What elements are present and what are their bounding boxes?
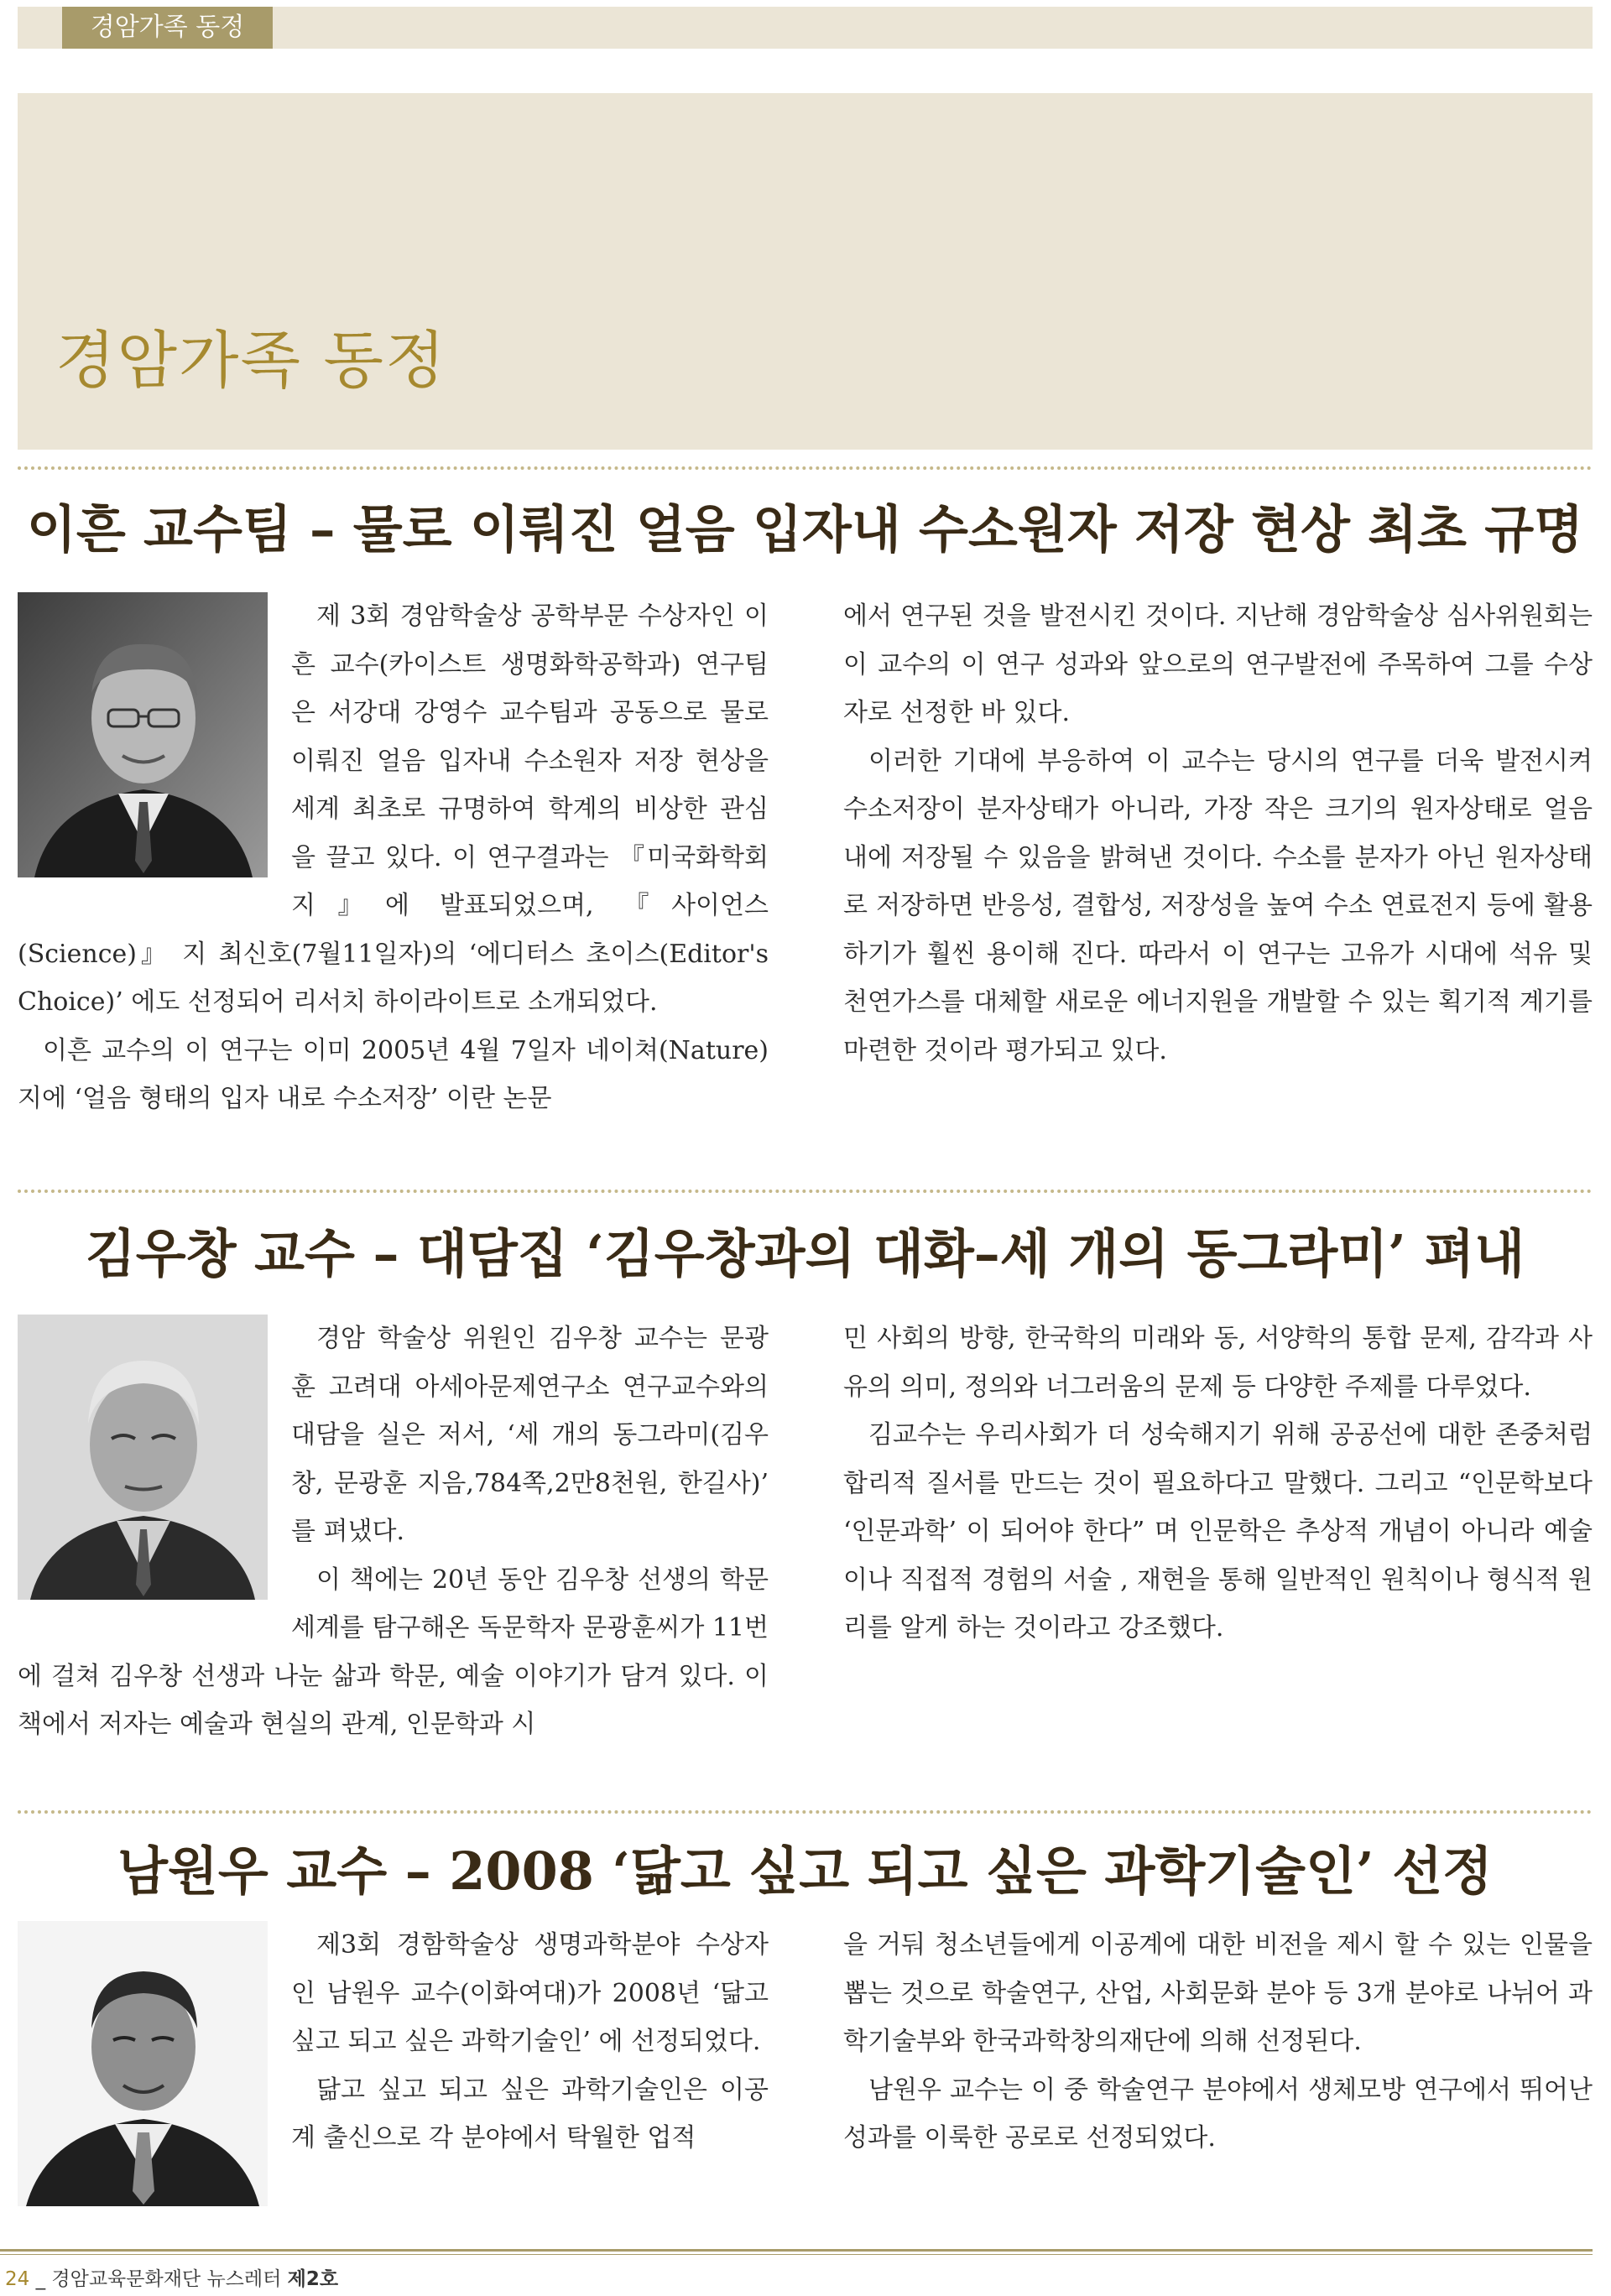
portrait-photo-icon <box>18 1921 268 2206</box>
article-1-left-column <box>18 592 769 1123</box>
divider-dotted <box>18 1810 1593 1814</box>
article-2-left-column <box>18 1315 769 1749</box>
article-1-paragraph: 제 3회 경암학술상 공학부문 수상자인 이흔 교수(카이스트 생명화학공학과) 연구팀은 서강대 강영수 교수팀과 공동으로 물로 이뤄진 얼음 입자내 수소원자 저장 현상을 세계 최초로 규명하여 학계의 비상한 관심을 끌고 있다. 이 연구결과는 『미국화학회지』에 발표되었으며, 『사이언스(Science)』 지 최신호(7월11일자)의 ‘에디터스 초이스(Editor's Choice)’ 에도 선정되어 리서치 하이라이트로 소개되었다. <box>18 601 769 1017</box>
portrait-photo-icon <box>18 1315 268 1600</box>
article-3-paragraph: 남원우 교수는 이 중 학술연구 분야에서 생체모방 연구에서 뛰어난 성과를 이룩한 공로로 선정되었다. <box>843 2075 1593 2153</box>
article-1-portrait <box>18 592 268 888</box>
article-2-title: 김우창 교수 – 대담집 ‘김우창과의 대화–세 개의 동그라미’ 펴내 <box>85 1223 1525 1284</box>
divider-dotted <box>18 466 1593 470</box>
article-3-paragraph: 을 거둬 청소년들에게 이공계에 대한 비전을 제시 할 수 있는 인물을 뽑는 것으로 학술연구, 산업, 사회문화 분야 등 3개 분야로 나뉘어 과학기술부와 한국과학창의재단에 의해 선정된다. <box>843 1930 1593 2056</box>
publication-name: 경암교육문화재단 뉴스레터 <box>51 2268 282 2290</box>
article-3-portrait <box>18 1921 268 2216</box>
article-3-paragraph: 닮고 싶고 되고 싶은 과학기술인은 이공계 출신으로 각 분야에서 탁월한 업적 <box>291 2075 769 2153</box>
article-1-title: 이흔 교수팀 – 물로 이뤄진 얼음 입자내 수소원자 저장 현상 최초 규명 <box>26 500 1584 560</box>
article-3-title: 남원우 교수 – 2008 ‘닮고 싶고 되고 싶은 과학기술인’ 선정 <box>117 1840 1493 1902</box>
article-1-paragraph: 에서 연구된 것을 발전시킨 것이다. 지난해 경암학술상 심사위원회는 이 교수의 이 연구 성과와 앞으로의 연구발전에 주목하여 그를 수상자로 선정한 바 있다. <box>843 601 1593 727</box>
page-number: 24 <box>5 2268 30 2290</box>
article-3-paragraph: 제3회 경함학술상 생명과학분야 수상자인 남원우 교수(이화여대)가 2008년 ‘닮고 싶고 되고 싶은 과학기술인’ 에 선정되었다. <box>291 1930 769 2056</box>
divider-dotted <box>18 1190 1593 1193</box>
article-3-right-column <box>843 1921 1593 2163</box>
article-2-paragraph: 민 사회의 방향, 한국학의 미래와 동, 서양학의 통합 문제, 감각과 사유의 의미, 정의와 너그러움의 문제 등 다양한 주제를 다루었다. <box>843 1324 1593 1402</box>
article-1-paragraph: 이흔 교수의 이 연구는 이미 2005년 4월 7일자 네이쳐(Nature) 지에 ‘얼음 형태의 입자 내로 수소저장’ 이란 논문 <box>18 1035 769 1113</box>
article-1-right-column <box>843 592 1593 1075</box>
header-tab: 경암가족 동정 <box>62 7 273 49</box>
footer <box>5 2263 338 2291</box>
article-2-paragraph: 경암 학술상 위원인 김우창 교수는 문광훈 고려대 아세아문제연구소 연구교수와의 대담을 실은 저서, ‘세 개의 동그라미(김우창, 문광훈 지음,784쪽,2만8천원, 한길사)’ 를 펴냈다. <box>291 1324 769 1546</box>
article-1-paragraph: 이러한 기대에 부응하여 이 교수는 당시의 연구를 더욱 발전시켜 수소저장이 분자상태가 아니라, 가장 작은 크기의 원자상태로 얼음 내에 저장될 수 있음을 밝혀낸 것이다. 수소를 분자가 아닌 원자상태로 저장하면 반응성, 결합성, 저장성을 높여 수소 연료전지 등에 활용하기가 훨씬 용이해 진다. 따라서 이 연구는 고유가 시대에 석유 및 천연가스를 대체할 새로운 에너지원을 개발할 수 있는 획기적 계기를 마련한 것이라 평가되고 있다. <box>843 746 1593 1065</box>
article-2-right-column <box>843 1315 1593 1653</box>
article-2-portrait <box>18 1315 268 1610</box>
article-2-paragraph: 이 책에는 20년 동안 김우창 선생의 학문 세계를 탐구해온 독문학자 문광훈씨가 11번에 걸쳐 김우창 선생과 나눈 삶과 학문, 예술 이야기가 담겨 있다. 이 책에서 저자는 예술과 현실의 관계, 인문학과 시 <box>18 1565 769 1739</box>
footer-separator: _ <box>35 2268 46 2290</box>
article-2-paragraph: 김교수는 우리사회가 더 성숙해지기 위해 공공선에 대한 존중처럼 합리적 질서를 만드는 것이 필요하다고 말했다. 그리고 “인문학보다 ‘인문과학’ 이 되어야 한다” 며 인문학은 추상적 개념이 아니라 예술이나 직접적 경험의 서술 , 재현을 통해 일반적인 원칙이나 형식적 원리를 알게 하는 것이라고 강조했다. <box>843 1420 1593 1643</box>
footer-rule <box>0 2249 1593 2252</box>
section-title: 경암가족 동정 <box>55 325 447 397</box>
portrait-photo-icon <box>18 592 268 877</box>
issue-number: 제2호 <box>287 2268 339 2290</box>
article-3-left-column <box>18 1921 769 2226</box>
footer-rule <box>0 2254 1593 2255</box>
